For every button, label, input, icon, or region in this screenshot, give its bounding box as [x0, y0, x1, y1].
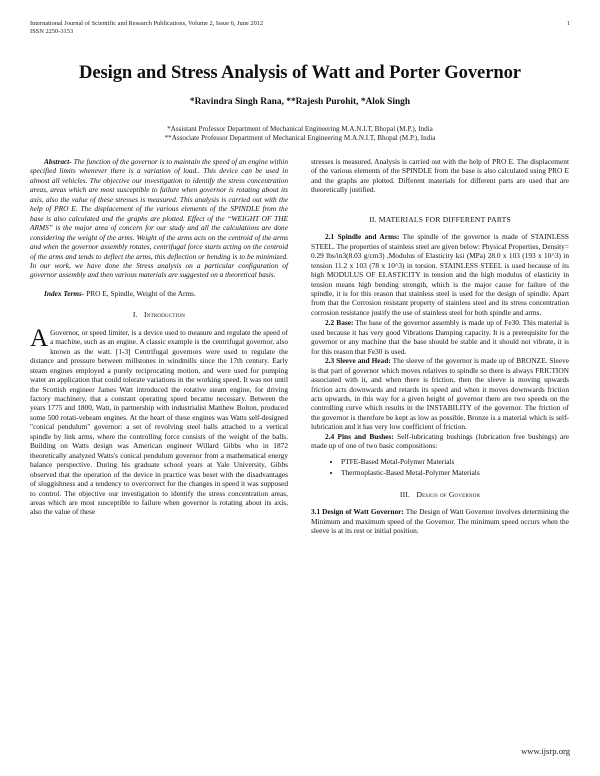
running-header [30, 20, 570, 36]
intro-continued: stresses is measured. Analysis is carried out with the help of PRO E. The displacement of the various elements of the SPINDLE from the base is also calculated using PRO E and the graphs are plotted. Different materials for different parts are used that are theoretically justified. [311, 157, 569, 195]
intro-paragraph [30, 324, 288, 517]
affiliation-2: **Associate Professor Department of Mechanical Engineering M.A.N.I.T, Bhopal (M.P.), India [164, 134, 436, 142]
base-paragraph [311, 318, 569, 356]
author-list: *Ravindra Singh Rana, **Rajesh Purohit, *Alok Singh [189, 97, 411, 107]
materials-heading: II. MATERIALS FOR DIFFERENT PARTS [369, 214, 511, 224]
index-terms-text: - PRO E, Spindle, Weight of the Arms. [81, 288, 196, 298]
abstract [30, 157, 288, 280]
base-text: The base of the governor assembly is made up of Fe30. This material is used because it has very good Vibrations Damping capacity. It is a prerequisite for the governor or any machine that the base should be stable and it should not vibrate, it is for this reason that Fe30 is used. [311, 318, 569, 356]
index-terms [30, 289, 288, 298]
page-number: 1 [566, 20, 570, 27]
sleeve-paragraph [311, 356, 569, 432]
pins-text: Self-lubricating bushings (lubrication free bushings) are made up of one of two basic compositions: [311, 431, 570, 451]
design-heading: III. Design of Governor [399, 489, 481, 499]
intro-text: Governor, or speed limiter, is a device used to measure and regulate the speed of a machine, such as an engine. A classic example is the centrifugal governor, also known as the watt. [1-3] Centrifugal governors were used to regulate the distance and pressure between millstones in windmills since the 17th century. Early steam engines employed a purely reciprocating motion, and were used for pumping water an application that could tolerate variations in the working speed. It was not until the Scottish engineer James Watt introduced the rotative steam engine, for driving factory machinery, that a constant operating speed became necessary. Between the years 1775 and 1800, Watt, in partnership with industrialist Matthew Bolton, produced some 500 rotati-vebeam engines. At the heart of these engines was Watts self-designed "conical pendulum" governor: a set of revolving steel balls attached to a vertical spindle by link arms, where the controlling force consists of the weight of the balls. Building on Watts design was American engineer Willard Gibbs who in 1872 theoretically analyzed Watts's conical pendulum governor from a mathematical energy balance perspective. During his graduate school years at Yale University, Gibbs observed that the operation of the device in practice was beset with the disadvantages of sluggishness and a tendency to overcorrect for the changes in speed it was supposed to control. The objective our investigation to identify the stress concentration areas, areas which are most susceptible to failure when governor is rotating about its axis, also the value of these [30, 327, 288, 517]
pins-paragraph [311, 432, 569, 451]
list-item: • Thermoplastic-Based Metal-Polymer Materials [341, 468, 569, 477]
affiliation-1: *Assistant Professor Department of Mechanical Engineering M.A.N.I.T, Bhopal (M.P.), India [167, 125, 433, 133]
spindle-label: 2.1 Spindle and Arms: [325, 232, 400, 242]
index-terms-label: Index Terms [44, 288, 82, 298]
sleeve-text: The sleeve of the governor is made up of BRONZE. Sleeve is that part of governor which moves relatives to spindle so there is always FRICTION associated with it, and when there is friction, then the sleeve is moving upwards friction acts downwards and retards its speed and when it moves downwards friction acts upwards, in this way for a given height of governor there are two speeds on the controlling curve which results in the INSTABILITY of the governor. The friction of the governor is therefore be kept as low as possible, Bronze is a material which is self-lubrication and it has very low coefficient of friction. [311, 356, 569, 432]
watt-label: 3.1 Design of Watt Governor: [311, 507, 404, 517]
watt-text: The Design of Watt Governor involves determining the Minimum and maximum speed of the Governor. The minimum speed occurs when the sleeve is at its rest or initial position. [311, 507, 570, 535]
paper-title: Design and Stress Analysis of Watt and Porter Governor [79, 62, 521, 83]
abstract-text: The function of the governor is to maintain the speed of an engine within specified limits whenever there is a variation of load.. This device can be used in almost all vehicles. The objective our investigation to identify the stress concentration areas, areas which are most susceptible to failure when governor is rotating about its axis, also the value of these stresses is measured. This analysis is carried out with the help of PRO E. The displacement of the various elements of the SPINDLE from the base is also calculated and the graphs are plotted. Effect of the “WEIGHT OF THE ARMS” is the major area of concern for our study and all the calculations are done considering the weight of the arms. Weight of the arms acts on the centroid of the arms and when the governor assembly rotates, centrifugal force starts acting on the centroid of the arms and tends to deflect the arms, this deflection or bending is to be minimized. In our work, we have done the Stress analysis on a particular configuration of governor assembly and then various materials are suggested on a theoretical basis. [30, 157, 288, 280]
watt-paragraph [311, 507, 569, 535]
journal-line: International Journal of Scientific and Research Publications, Volume 2, Issue 6, June 2012 [30, 20, 264, 27]
pins-label: 2.4 Pins and Bushes: [325, 431, 394, 441]
footer-url: www.ijsrp.org [521, 746, 570, 756]
drop-cap: A [30, 324, 49, 352]
left-column [30, 157, 288, 517]
spindle-text: The spindle of the governor is made of STAINLESS STEEL. The properties of stainless steel are given below: Physical Properties, Density= 0.29 lbs/in3(8.03 g/cm3) ,Modulus of Elasticity ksi (MPa) 28.0 x 103 (193 x 10^3) in tension 11.2 x 103 (78 x 10^3) in torsion. STAINLESS STEEL is used because of its high MODULUS OF ELASTICITY in tension and the high modulus of elasticity in tension means high bending strength, which is the major cause for failure of the spindle, it is for this reason that stainless steel is used for the design of spindle. Apart from that the Corrosion resistant property of stainless steel and its stress concentration corrosion resistance justify the use of stainless steel for both spindle and arms. [311, 232, 569, 317]
intro-heading: I. Introduction [132, 310, 186, 320]
spindle-paragraph [311, 232, 569, 317]
base-label: 2.2 Base: [325, 318, 354, 328]
list-item: • PTFE-Based Metal-Polymer Materials [341, 457, 569, 466]
materials-list [311, 457, 569, 478]
sleeve-label: 2.3 Sleeve and Head: [325, 356, 391, 366]
issn-line: ISSN 2250-3153 [30, 28, 74, 35]
right-column [311, 157, 569, 535]
abstract-label: Abstract- [44, 157, 72, 166]
